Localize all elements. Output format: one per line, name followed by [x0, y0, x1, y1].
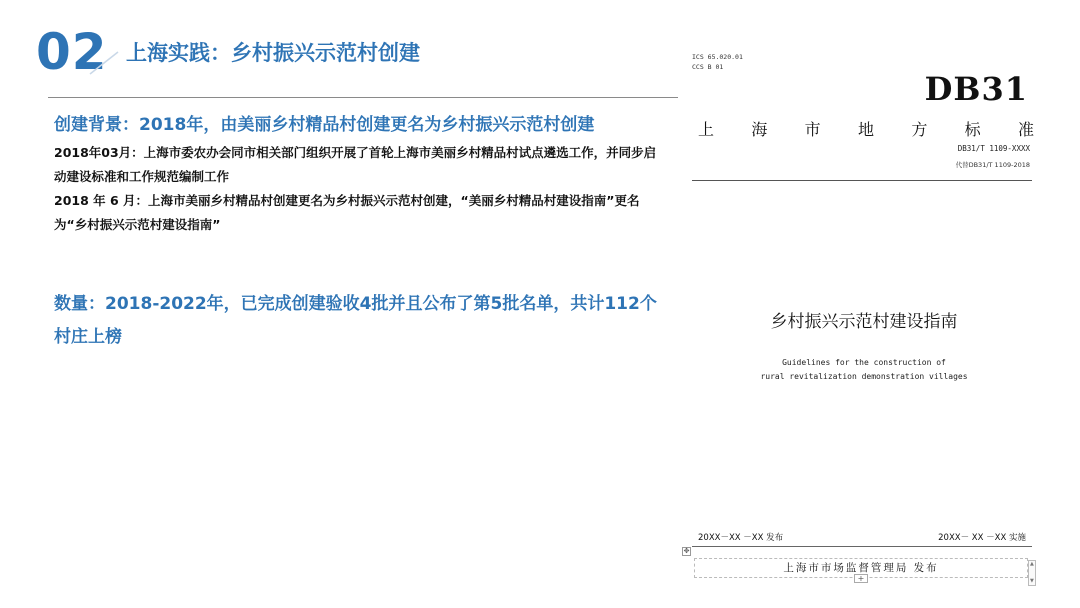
dates-row — [698, 531, 1026, 543]
header-divider — [48, 97, 678, 98]
classification-codes — [692, 52, 743, 72]
background-heading: 创建背景：2018年，由美丽乡村精品村创建更名为乡村振兴示范村创建 — [54, 115, 595, 135]
cover-top-rule — [692, 180, 1032, 181]
section-number: 02 — [36, 23, 108, 81]
standard-chinese-title: 乡村振兴示范村建设指南 — [770, 312, 958, 332]
ccs-code: CCS B 01 — [692, 63, 724, 71]
replaces-standard: 代替DB31/T 1109-2018 — [955, 161, 1030, 169]
scroll-down-icon[interactable]: ▼ — [1030, 578, 1034, 584]
local-standard-char: 市 — [804, 120, 821, 139]
cover-bottom-rule — [692, 546, 1032, 547]
local-standard-char: 方 — [911, 120, 928, 139]
standard-code: DB31 — [924, 70, 1028, 108]
section-title: 上海实践：乡村振兴示范村创建 — [126, 41, 420, 65]
local-standard-char: 上 — [698, 120, 715, 139]
local-standard-label — [698, 117, 1034, 140]
move-handle-icon[interactable]: ✥ — [683, 547, 690, 555]
standard-number: DB31/T 1109-XXXX — [957, 144, 1030, 153]
issuer-textbox[interactable]: 上海市市场监督管理局 发布 — [694, 558, 1028, 578]
local-standard-char: 标 — [964, 120, 981, 139]
standard-english-title — [682, 356, 1046, 384]
section-slash-decoration — [88, 40, 120, 76]
publish-date: 20XX－XX －XX 发布 — [698, 533, 784, 543]
local-standard-char: 地 — [857, 120, 874, 139]
timeline-paragraph-june: 2018 年 6 月：上海市美丽乡村精品村创建更名为乡村振兴示范村创建，“美丽乡村精品村建设指南”更名为“乡村振兴示范村建设指南” — [54, 193, 640, 232]
local-standard-char: 准 — [1017, 120, 1034, 139]
village-count-text: 数量：2018-2022年，已完成创建验收4批并且公布了第5批名单，共计112个村庄上榜 — [54, 294, 657, 347]
local-standard-char: 海 — [751, 120, 768, 139]
ics-code: ICS 65.020.01 — [692, 53, 743, 61]
add-icon[interactable]: + — [854, 574, 868, 583]
english-title-line: rural revitalization demonstration villages — [760, 372, 968, 381]
textbox-scrollbar[interactable] — [1028, 560, 1036, 586]
scroll-up-icon[interactable]: ▲ — [1030, 561, 1034, 567]
standard-cover-page — [682, 42, 1042, 590]
english-title-line: Guidelines for the construction of — [782, 358, 946, 367]
implement-date: 20XX－ XX －XX 实施 — [938, 533, 1026, 543]
timeline-paragraph-march: 2018年03月：上海市委农办会同市相关部门组织开展了首轮上海市美丽乡村精品村试点遴选工作，并同步启动建设标准和工作规范编制工作 — [54, 145, 657, 184]
